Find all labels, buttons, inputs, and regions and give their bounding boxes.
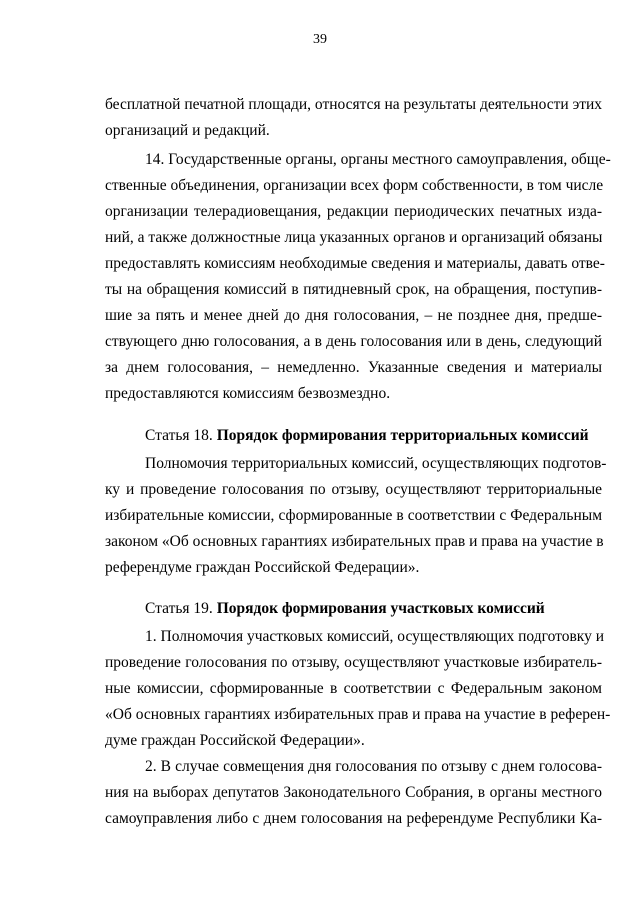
article-label: Статья 18. xyxy=(145,427,213,444)
text-line: шие за пять и менее дней до дня голосования, – не позднее дня, предше- xyxy=(105,307,602,324)
text-line: избирательные комиссии, сформированные в соответствии с Федеральным xyxy=(105,507,602,524)
text-line: ные комиссии, сформированные в соответствии с Федеральным законом xyxy=(105,680,602,697)
article-title: Порядок формирования участковых комиссий xyxy=(216,600,545,617)
text-line: референдуме граждан Российской Федерации». xyxy=(105,559,420,576)
article-18-heading xyxy=(145,423,602,449)
text-line: за днем голосования, – немедленно. Указанные сведения и материалы xyxy=(105,359,602,376)
text-line: ний, а также должностные лица указанных органов и организаций обязаны xyxy=(105,229,603,246)
text-line: предоставляются комиссиям безвозмездно. xyxy=(105,385,391,402)
article-label: Статья 19. xyxy=(145,600,213,617)
text-line: Полномочия территориальных комиссий, осуществляющих подготов- xyxy=(145,455,607,472)
text-line: ку и проведение голосования по отзыву, осуществляют территориальные xyxy=(105,481,602,498)
text-line: ты на обращения комиссий в пятидневный срок, на обращения, поступив- xyxy=(105,281,602,298)
text-line: организации телерадиовещания, редакции периодических печатных изда- xyxy=(105,203,602,220)
text-line: «Об основных гарантиях избирательных прав и права на участие в референ- xyxy=(105,706,611,723)
page-number: 39 xyxy=(313,32,327,47)
text-line: 2. В случае совмещения дня голосования по отзыву с днем голосова- xyxy=(145,758,602,775)
text-line: 14. Государственные органы, органы местного самоуправления, обще- xyxy=(145,151,611,168)
text-line: предоставлять комиссиям необходимые сведения и материалы, давать отве- xyxy=(105,255,605,272)
article-19-heading xyxy=(145,596,602,622)
text-line: организаций и редакций. xyxy=(105,122,270,139)
text-line: самоуправления либо с днем голосования на референдуме Республики Ка- xyxy=(105,810,602,827)
text-line: законом «Об основных гарантиях избирательных прав и права на участие в xyxy=(105,533,604,550)
text-line: проведение голосования по отзыву, осуществляют участковые избиратель- xyxy=(105,654,602,671)
text-line: бесплатной печатной площади, относятся на результаты деятельности этих xyxy=(105,96,603,113)
text-line: ственные объединения, организации всех форм собственности, в том числе xyxy=(105,177,604,194)
article-title: Порядок формирования территориальных комиссий xyxy=(216,427,589,444)
text-line: ния на выборах депутатов Законодательного Собрания, в органы местного xyxy=(105,784,602,801)
text-line: ствующего дню голосования, а в день голосования или в день, следующий xyxy=(105,333,602,350)
text-line: думе граждан Российской Федерации». xyxy=(105,732,365,749)
text-line: 1. Полномочия участковых комиссий, осуществляющих подготовку и xyxy=(145,628,605,645)
